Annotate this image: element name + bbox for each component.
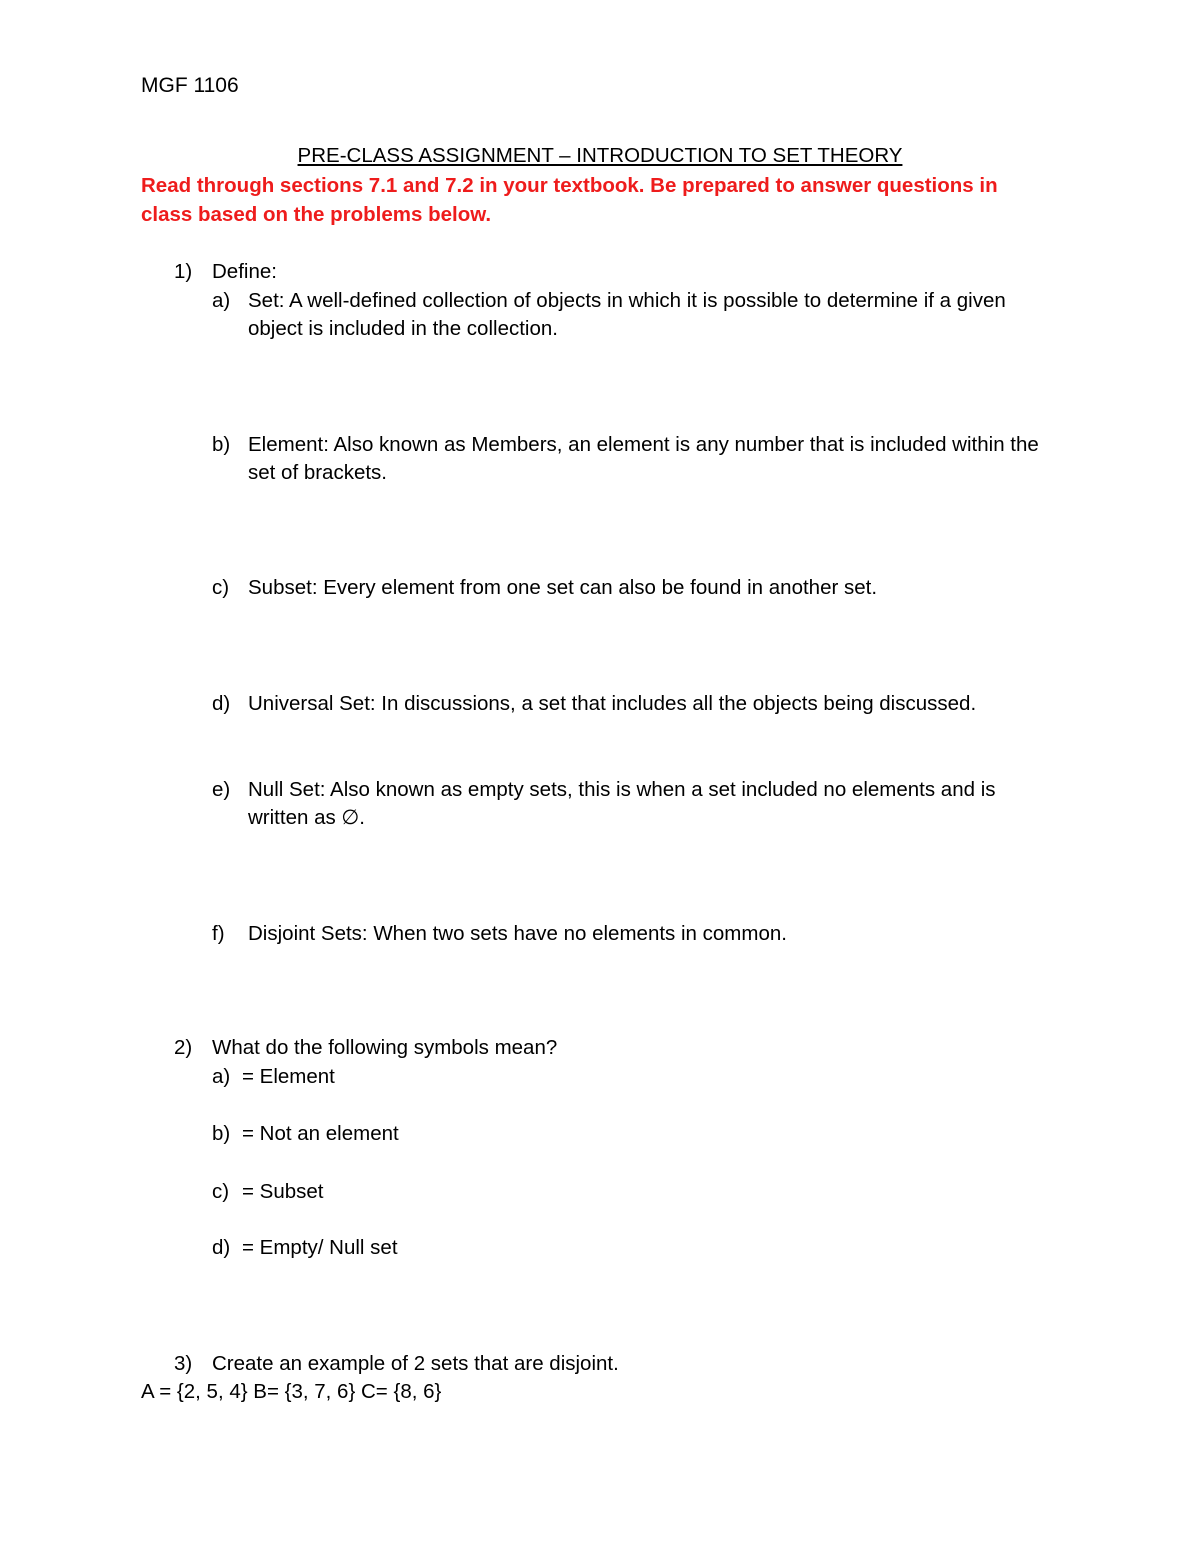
q1-item-d-letter: d) <box>212 692 231 715</box>
q1-item-f-definition: Disjoint Sets: When two sets have no elements in common. <box>248 922 787 945</box>
q2-item-b-letter: b) <box>212 1122 231 1145</box>
q3-answer-sets: A = {2, 5, 4} B= {3, 7, 6} C= {8, 6} <box>141 1380 442 1403</box>
q1-item-a-letter: a) <box>212 289 231 312</box>
instructions-note: Read through sections 7.1 and 7.2 in your textbook. Be prepared to answer questions in class based on the problems below. <box>141 174 998 226</box>
q2-item-a-meaning: = Element <box>242 1065 335 1088</box>
q1-item-f-letter: f) <box>212 922 225 945</box>
q1-item-b-letter: b) <box>212 433 231 456</box>
q2-item-c-letter: c) <box>212 1180 230 1203</box>
question-1-text: Define: <box>212 260 277 283</box>
q2-item-d-meaning: = Empty/ Null set <box>242 1236 398 1259</box>
q1-item-b-definition: Element: Also known as Members, an element is any number that is included within the set of brackets. <box>248 433 1039 484</box>
question-3-text: Create an example of 2 sets that are disjoint. <box>212 1352 619 1375</box>
q1-item-e-definition: Null Set: Also known as empty sets, this is when a set included no elements and is written as ∅. <box>248 778 996 829</box>
question-3-number: 3) <box>174 1352 193 1375</box>
question-2-text: What do the following symbols mean? <box>212 1036 558 1059</box>
q2-item-a-letter: a) <box>212 1065 231 1088</box>
course-code: MGF 1106 <box>141 74 239 97</box>
q1-item-e-letter: e) <box>212 778 231 801</box>
question-1-number: 1) <box>174 260 193 283</box>
q2-item-d-letter: d) <box>212 1236 231 1259</box>
q1-item-d-definition: Universal Set: In discussions, a set that includes all the objects being discussed. <box>248 692 977 715</box>
q1-item-c-definition: Subset: Every element from one set can also be found in another set. <box>248 576 878 599</box>
q1-item-c-letter: c) <box>212 576 230 599</box>
assignment-title: PRE-CLASS ASSIGNMENT – INTRODUCTION TO SET THEORY <box>297 144 903 167</box>
q1-item-a-definition: Set: A well-defined collection of objects in which it is possible to determine if a given object is included in the collection. <box>248 289 1006 340</box>
q2-item-c-meaning: = Subset <box>242 1180 324 1203</box>
q2-item-b-meaning: = Not an element <box>242 1122 399 1145</box>
question-2-number: 2) <box>174 1036 193 1059</box>
